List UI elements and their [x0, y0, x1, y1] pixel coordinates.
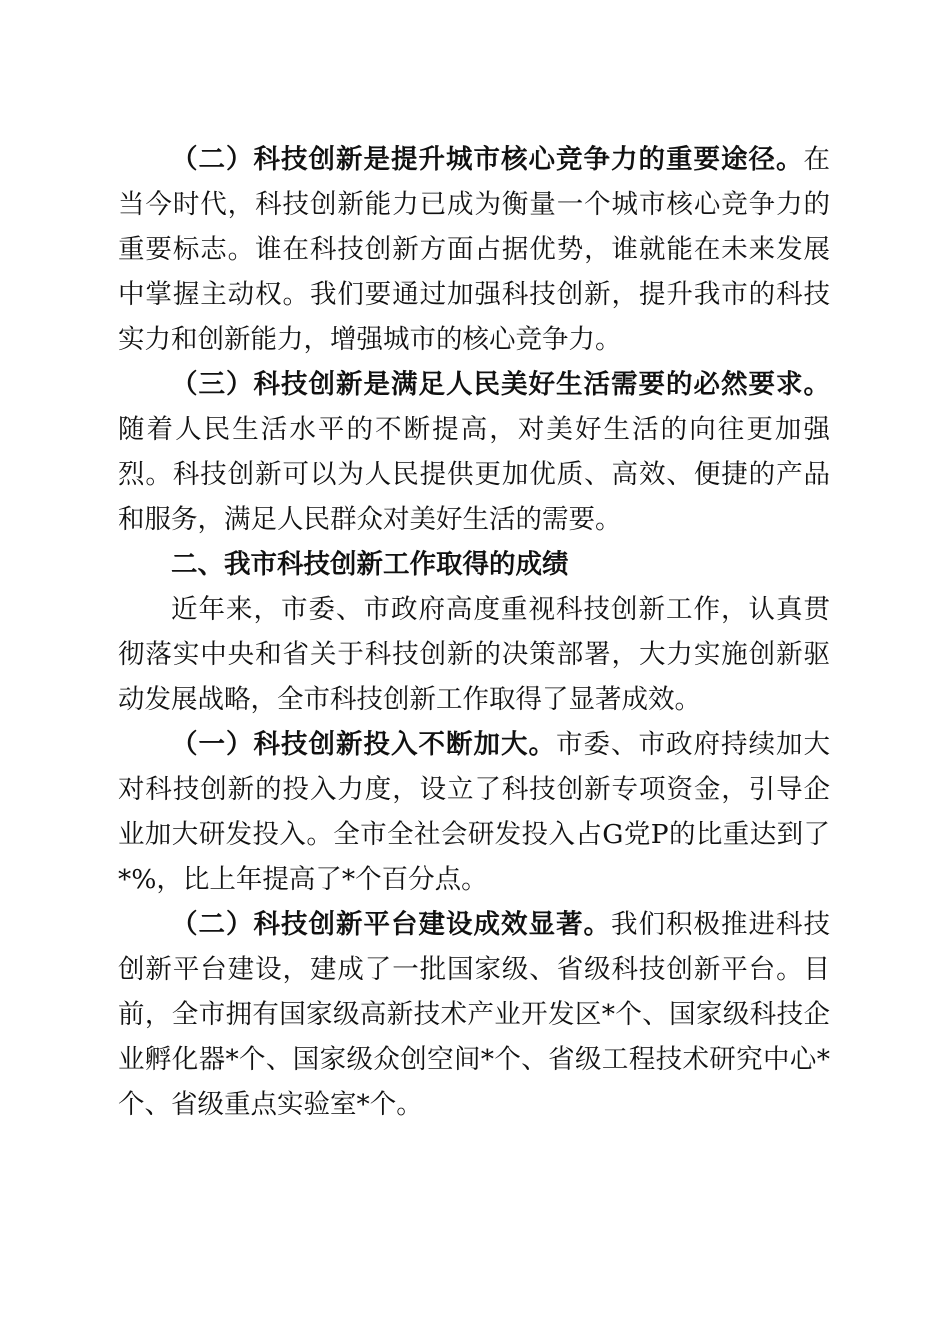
paragraph-city-competitiveness	[118, 137, 830, 362]
paragraph-platforms	[118, 902, 830, 1127]
paragraph-lead: （二）科技创新是提升城市核心竞争力的重要途径。	[171, 144, 804, 175]
document-body	[118, 137, 830, 1127]
paragraph-text: 随着人民生活水平的不断提高，对美好生活的向往更加强烈。科技创新可以为人民提供更加优质、高效、便捷的产品和服务，满足人民群众对美好生活的需要。	[118, 414, 830, 535]
paragraph-lead: （二）科技创新平台建设成效显著。	[171, 909, 611, 940]
paragraph-text: 在当今时代，科技创新能力已成为衡量一个城市核心竞争力的重要标志。谁在科技创新方面占据优势，谁就能在未来发展中掌握主动权。我们要通过加强科技创新，提升我市的科技实力和创新能力，增强城市的核心竞争力。	[118, 144, 830, 355]
paragraph-better-life	[118, 362, 830, 542]
paragraph-investment	[118, 722, 830, 902]
section-heading: 二、我市科技创新工作取得的成绩	[171, 549, 569, 580]
paragraph-lead: （三）科技创新是满足人民美好生活需要的必然要求。	[171, 369, 830, 400]
paragraph-text: 我们积极推进科技创新平台建设，建成了一批国家级、省级科技创新平台。目前，全市拥有国家级高新技术产业开发区*个、国家级科技企业孵化器*个、国家级众创空间*个、省级工程技术研究中心*个、省级重点实验室*个。	[118, 909, 830, 1120]
paragraph-text: 市委、市政府持续加大对科技创新的投入力度，设立了科技创新专项资金，引导企业加大研发投入。全市全社会研发投入占G党P的比重达到了*%，比上年提高了*个百分点。	[118, 729, 830, 895]
paragraph-lead: （一）科技创新投入不断加大。	[171, 729, 556, 760]
section-intro: 近年来，市委、市政府高度重视科技创新工作，认真贯彻落实中央和省关于科技创新的决策部署，大力实施创新驱动发展战略，全市科技创新工作取得了显著成效。	[118, 594, 830, 715]
